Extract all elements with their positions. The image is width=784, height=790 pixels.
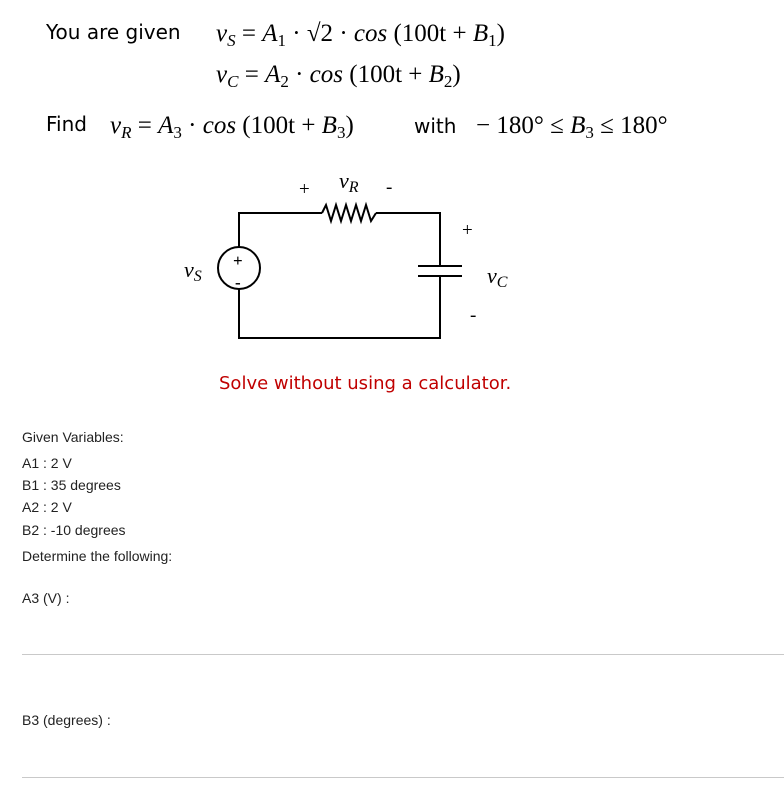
find-label: Find bbox=[46, 112, 87, 136]
a3-answer-input[interactable] bbox=[22, 618, 722, 650]
with-label: with bbox=[414, 114, 457, 138]
equation-vs: $v_S = A_1 \cdot √2 \cdot \cos (100t + B_1)$ bbox=[216, 20, 505, 50]
vr-label: vR bbox=[339, 168, 359, 196]
given-title: Given Variables: bbox=[22, 429, 124, 445]
determine-title: Determine the following: bbox=[22, 548, 173, 564]
vc-label: vC bbox=[487, 263, 508, 291]
b3-answer-input[interactable] bbox=[22, 740, 722, 772]
given-item-a2: A2 : 2 V bbox=[22, 499, 72, 515]
wire-top-right bbox=[376, 213, 440, 265]
equation-vr: $v_R = A_3 \cdot \cos (100t + B_3)$ bbox=[110, 112, 354, 142]
vc-plus: + bbox=[462, 220, 473, 241]
wire-right-bottom bbox=[239, 277, 440, 338]
vr-plus: + bbox=[299, 179, 310, 200]
vs-label: vS bbox=[184, 257, 202, 285]
given-item-b2: B2 : -10 degrees bbox=[22, 522, 126, 538]
b3-range: − $180^\circ \le B_3 \le 180^\circ$ bbox=[476, 112, 668, 142]
circuit-diagram bbox=[0, 0, 784, 360]
calculator-note: Solve without using a calculator. bbox=[219, 373, 512, 394]
given-label: You are given bbox=[46, 20, 181, 44]
resistor-icon bbox=[322, 205, 376, 221]
a3-label: A3 (V) : bbox=[22, 590, 70, 606]
source-plus: + bbox=[233, 251, 243, 270]
wire-top-left bbox=[239, 213, 322, 247]
a3-divider bbox=[22, 654, 784, 655]
given-item-b1: B1 : 35 degrees bbox=[22, 477, 121, 493]
equation-vc: $v_C = A_2 \cdot \cos (100t + B_2)$ bbox=[216, 61, 461, 91]
vr-minus: - bbox=[386, 177, 393, 198]
b3-divider bbox=[22, 777, 784, 778]
source-minus: - bbox=[235, 273, 241, 292]
vc-minus: - bbox=[470, 305, 477, 326]
b3-label: B3 (degrees) : bbox=[22, 712, 111, 728]
given-item-a1: A1 : 2 V bbox=[22, 455, 72, 471]
